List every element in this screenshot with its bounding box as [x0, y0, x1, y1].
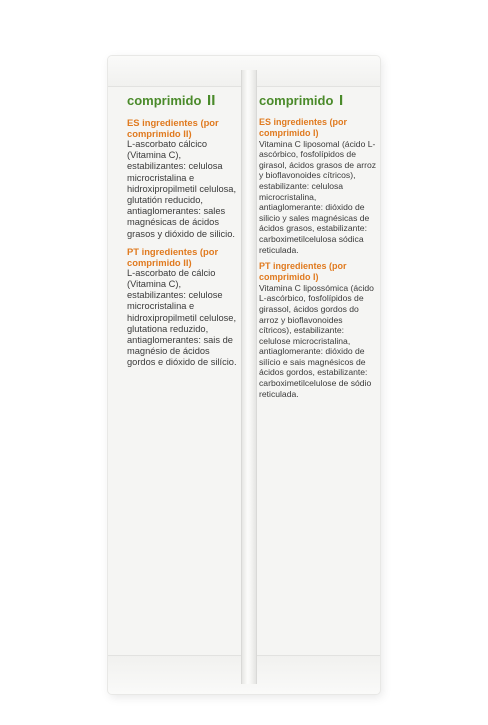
heading-number: I [339, 92, 344, 109]
heading-label: comprimido [259, 93, 334, 108]
box-seam [241, 70, 257, 684]
heading-number: II [207, 92, 216, 109]
column-tablet-1 [259, 92, 377, 405]
es-ingredients-title: ES ingredientes (por comprimido I) [259, 117, 348, 138]
pt-ingredients-text: L-ascorbato de cálcio (Vitamina C), estabilizantes: celulose microcristalina e hidroxipropilmetil celulose, glutationa reduzido, antiaglomerantes: sais de magnésio de ácidos gordos e dióxido de silício. [127, 267, 237, 368]
pt-ingredients-title: PT ingredientes (por comprimido I) [259, 261, 347, 282]
es-ingredients-text: L-ascorbato cálcico (Vitamina C), estabilizantes: celulosa microcristalina e hidroxipropilmetil celulosa, glutatión reducido, antiaglomerantes: sales magnésicas de ácidos grasos y dióxido de silicio. [127, 139, 237, 239]
heading-tablet-1 [259, 92, 377, 109]
heading-label: comprimido [127, 93, 202, 108]
column-tablet-2 [127, 92, 239, 375]
product-box [108, 56, 380, 694]
es-ingredients-title: ES ingredientes (por comprimido II) [127, 117, 219, 139]
heading-tablet-2 [127, 92, 239, 109]
pt-ingredients-title: PT ingredientes (por comprimido II) [127, 245, 219, 268]
pt-ingredients-text: Vitamina C lipossómica (ácido L-ascórbico, fosfolípidos de girassol, ácidos gordos do arroz y bioflavonoides cítricos), estabilizante: celulose microcristalina, antiaglomerante: dióxido de silício e sais magnésicos de ácidos gordos, estabilizante: carboximetilcelulose de sódio reticulada. [259, 282, 374, 399]
es-ingredients-text: Vitamina C liposomal (ácido L-ascórbico, fosfolípidos de girasol, ácidos grasos de arroz y bioflavonoides cítricos), estabilizante: celulosa microcristalina, antiaglomerante: dióxido de silicio y sales magnésicas de ácidos grasos, estabilizante: carboximetilcelulosa sódica reticulada. [259, 138, 377, 255]
